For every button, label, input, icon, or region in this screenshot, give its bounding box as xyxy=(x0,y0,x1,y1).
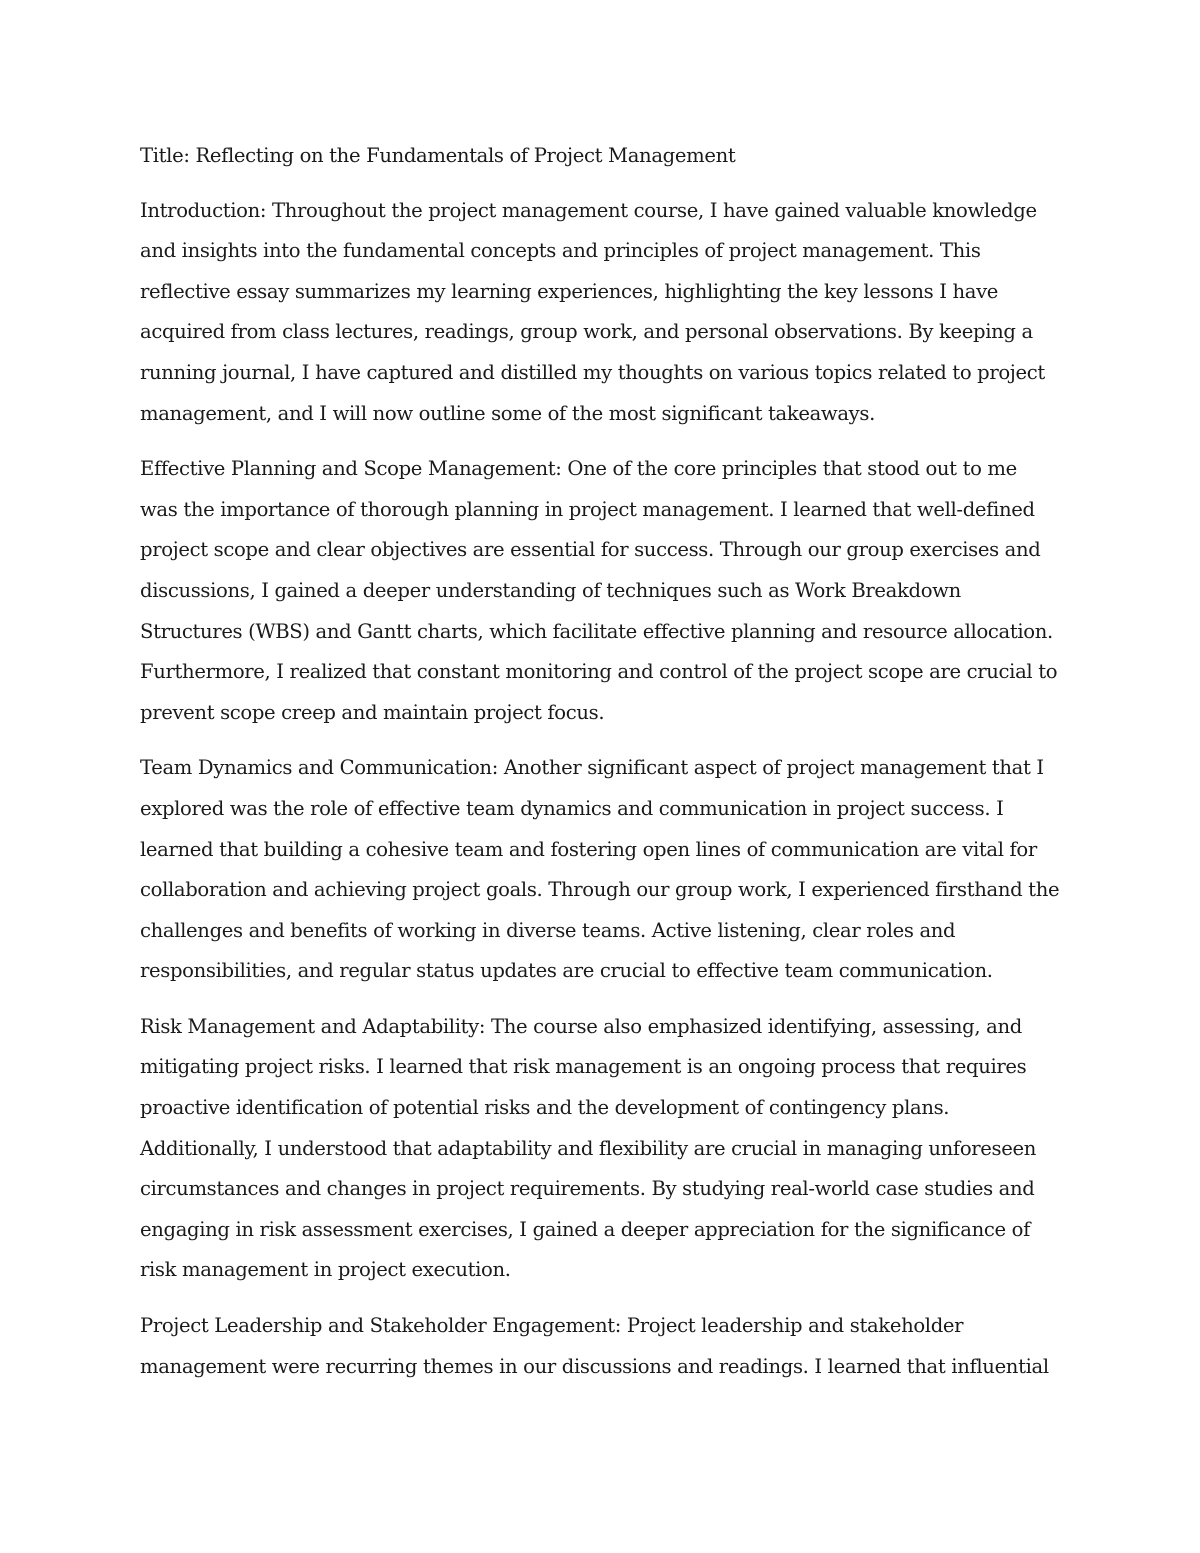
paragraph-team-dynamics: Team Dynamics and Communication: Another significant aspect of project management that I explored was the role of effective team dynamics and communication in project success. I learned that building a cohesive team and fostering open lines of communication are vital for collaboration and achieving project goals. Through our group work, I experienced firsthand the challenges and benefits of working in diverse teams. Active listening, clear roles and responsibilities, and regular status updates are crucial to effective team communication. xyxy=(140,756,1060,983)
paragraph-risk-management: Risk Management and Adaptability: The course also emphasized identifying, assessing, and mitigating project risks. I learned that risk management is an ongoing process that requires proactive identification of potential risks and the development of contingency plans. Additionally, I understood that adaptability and flexibility are crucial in managing unforeseen circumstances and changes in project requirements. By studying real-world case studies and engaging in risk assessment exercises, I gained a deeper appreciation for the significance of risk management in project execution. xyxy=(140,1014,1036,1282)
document-body xyxy=(140,136,1060,1402)
paragraph-planning-scope: Effective Planning and Scope Management: One of the core principles that stood out to me was the importance of thorough planning in project management. I learned that well-defined project scope and clear objectives are essential for success. Through our group exercises and discussions, I gained a deeper understanding of techniques such as Work Breakdown Structures (WBS) and Gantt charts, which facilitate effective planning and resource allocation. Furthermore, I realized that constant monitoring and control of the project scope are crucial to prevent scope creep and maintain project focus. xyxy=(140,457,1058,724)
paragraph-leadership: Project Leadership and Stakeholder Engagement: Project leadership and stakeholder management were recurring themes in our discussions and readings. I learned that influential xyxy=(140,1314,1049,1378)
document-title: Title: Reflecting on the Fundamentals of Project Management xyxy=(140,144,736,167)
paragraph-introduction: Introduction: Throughout the project management course, I have gained valuable knowledge and insights into the fundamental concepts and principles of project management. This reflective essay summarizes my learning experiences, highlighting the key lessons I have acquired from class lectures, readings, group work, and personal observations. By keeping a running journal, I have captured and distilled my thoughts on various topics related to project management, and I will now outline some of the most significant takeaways. xyxy=(140,198,1045,425)
